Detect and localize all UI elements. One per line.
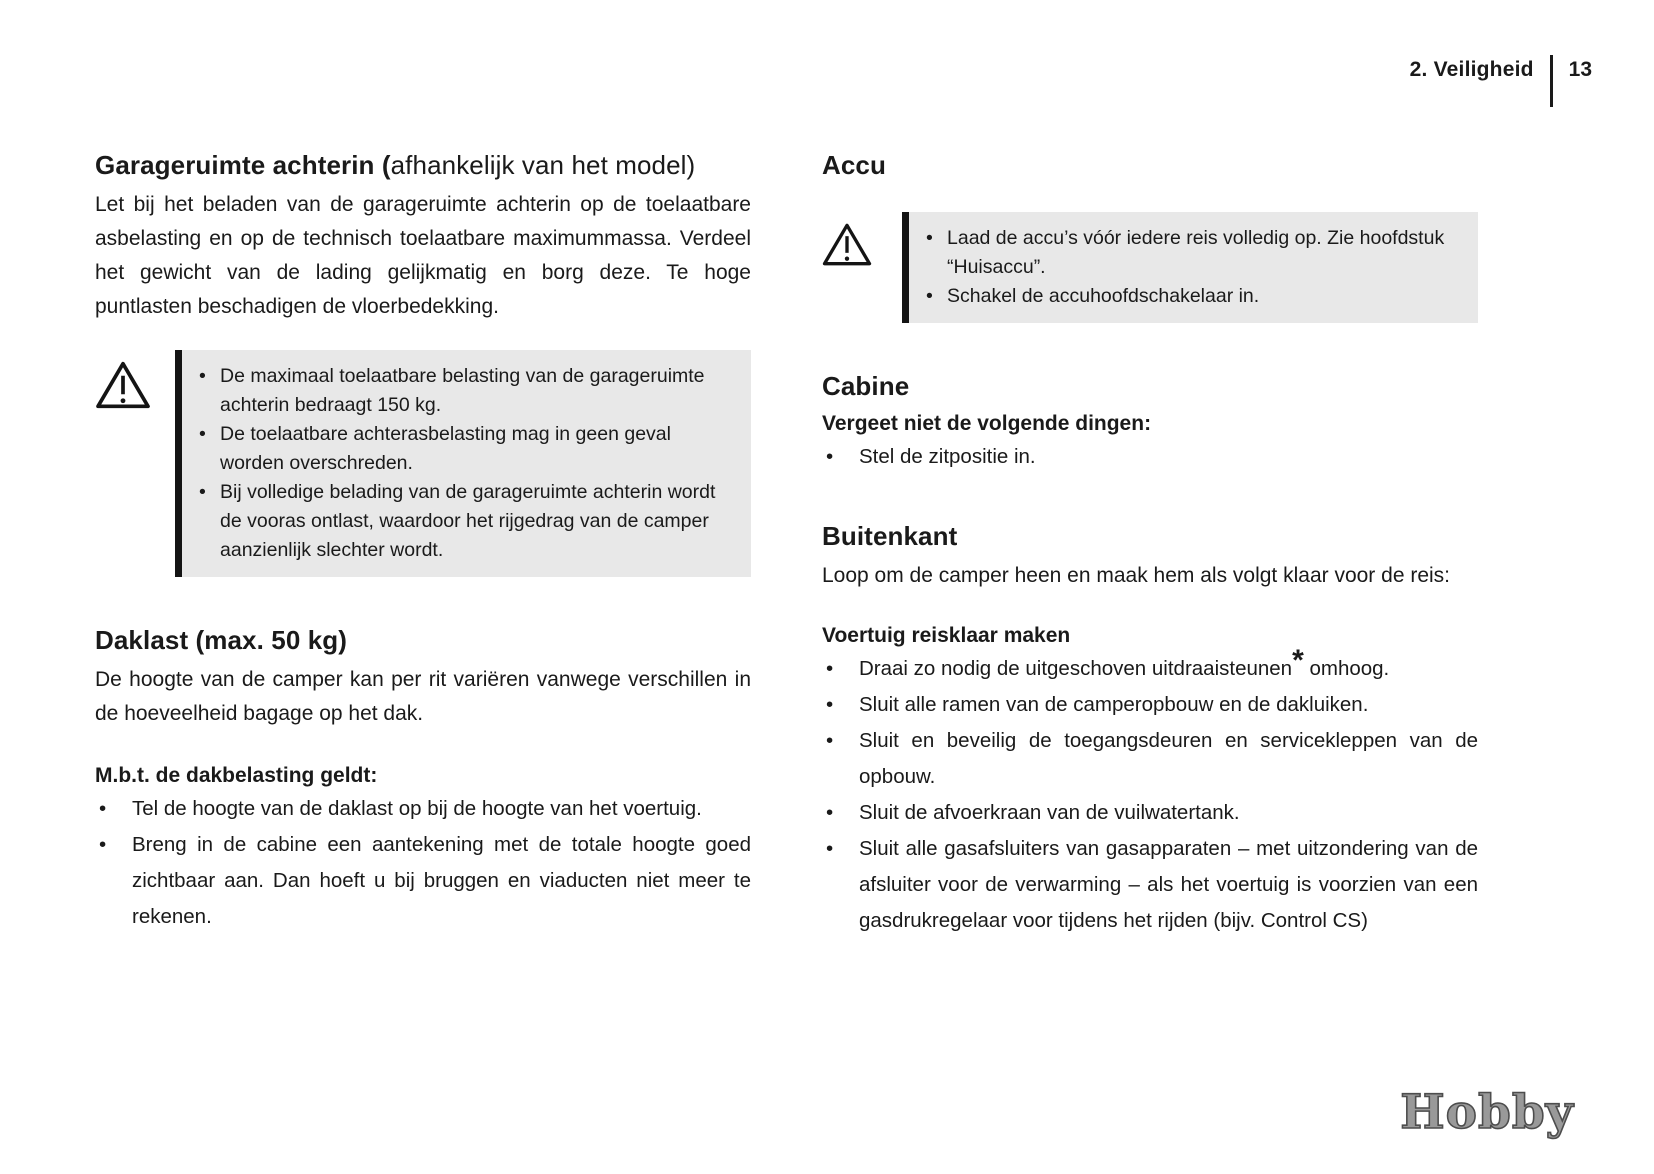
warning-icon <box>95 350 175 415</box>
dakbelasting-subheading: M.b.t. de dakbelasting geldt: <box>95 764 378 787</box>
list-item: • Stel de zitpositie in. <box>822 439 1478 475</box>
garage-warning-list <box>196 362 733 565</box>
list-item: • Sluit alle gasafsluiters van gasapparaten – met uitzondering van de afsluiter voor de verwarming – als het voertuig is voorzien van een gasdrukregelaar voor tijdens het rijden (bijv. Control CS) <box>822 831 1478 939</box>
hobby-logo: Hobby <box>1400 1085 1574 1140</box>
header-divider <box>1550 55 1553 107</box>
garage-warning-box <box>175 350 751 577</box>
garage-warning-block <box>95 350 751 577</box>
accu-warning-list <box>923 224 1460 311</box>
accu-heading: Accu <box>822 150 886 180</box>
page-header <box>1410 55 1592 107</box>
buitenkant-heading: Buitenkant <box>822 521 958 551</box>
dakbelasting-list <box>95 791 751 935</box>
daklast-paragraph: De hoogte van de camper kan per rit variëren vanwege verschillen in de hoeveelheid bagage op het dak. <box>95 668 751 725</box>
list-item-text: Draai zo nodig de uitgeschoven uitdraaisteunen <box>859 657 1293 680</box>
garage-heading-regular: afhankelijk van het model) <box>390 150 696 180</box>
voertuig-subheading: Voertuig reisklaar maken <box>822 624 1071 647</box>
garage-paragraph: Let bij het beladen van de garageruimte achterin op de toelaatbare asbelasting en op de technisch toelaatbare maximummassa. Verdeel het gewicht van de lading gelijkmatig en borg deze. Te hoge puntlasten beschadigen de vloerbedekking. <box>95 193 751 318</box>
accu-warning-block <box>822 212 1478 323</box>
list-item: • Sluit de afvoerkraan van de vuilwatertank. <box>822 795 1478 831</box>
cabine-subheading: Vergeet niet de volgende dingen: <box>822 412 1152 435</box>
voertuig-list <box>822 644 1478 939</box>
page-number: 13 <box>1568 58 1592 81</box>
asterisk-footnote-marker: * <box>1292 644 1304 677</box>
list-item <box>822 644 1478 687</box>
warning-item: • Schakel de accuhoofdschakelaar in. <box>923 282 1460 311</box>
right-column <box>822 148 1478 939</box>
garage-heading <box>95 148 751 182</box>
cabine-list <box>822 439 1478 475</box>
accu-warning-box <box>902 212 1478 323</box>
list-item: • Sluit alle ramen van de camperopbouw en de dakluiken. <box>822 687 1478 723</box>
warning-item: • Bij volledige belading van de garageruimte achterin wordt de vooras ontlast, waardoor het rijgedrag van de camper aanzienlijk slechter wordt. <box>196 478 733 565</box>
garage-heading-bold: Garageruimte achterin ( <box>95 150 391 180</box>
list-item: • Sluit en beveilig de toegangsdeuren en servicekleppen van de opbouw. <box>822 723 1478 795</box>
list-item: • Tel de hoogte van de daklast op bij de hoogte van het voertuig. <box>95 791 751 827</box>
buitenkant-paragraph: Loop om de camper heen en maak hem als volgt klaar voor de reis: <box>822 564 1451 587</box>
section-title: 2. Veiligheid <box>1409 58 1534 81</box>
warning-icon <box>822 212 902 272</box>
left-column <box>95 148 751 935</box>
list-item: • Breng in de cabine een aantekening met de totale hoogte goed zichtbaar aan. Dan hoeft u bij bruggen en viaducten niet meer te rekenen. <box>95 827 751 935</box>
cabine-heading: Cabine <box>822 371 910 401</box>
warning-item: • De maximaal toelaatbare belasting van de garageruimte achterin bedraagt 150 kg. <box>196 362 733 420</box>
daklast-heading: Daklast (max. 50 kg) <box>95 625 348 655</box>
warning-item: • De toelaatbare achterasbelasting mag in geen geval worden overschreden. <box>196 420 733 478</box>
warning-item: • Laad de accu’s vóór iedere reis volledig op. Zie hoofdstuk “Huisaccu”. <box>923 224 1460 282</box>
list-item-text: omhoog. <box>1303 657 1390 680</box>
